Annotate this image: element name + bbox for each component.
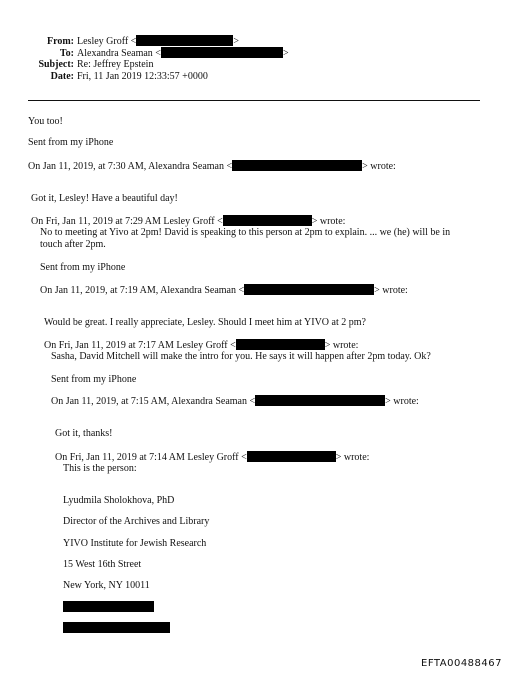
attribution-suffix: > wrote: xyxy=(385,396,419,407)
from-close: > xyxy=(233,36,239,47)
redaction-bar xyxy=(236,339,325,350)
attribution-suffix: > wrote: xyxy=(374,285,408,296)
body-line: You too! xyxy=(28,116,63,127)
date-value: Fri, 11 Jan 2019 12:33:57 +0000 xyxy=(77,71,208,82)
signature-title: Director of the Archives and Library xyxy=(63,516,210,527)
redaction-bar xyxy=(63,622,170,633)
document-id: EFTA00488467 xyxy=(421,658,502,669)
body-line: Would be great. I really appreciate, Lesley. Should I meet him at YIVO at 2 pm? xyxy=(44,317,366,328)
from-label: From: xyxy=(46,36,74,47)
to-label: To: xyxy=(59,48,74,59)
redaction-bar xyxy=(136,35,233,46)
subject-label: Subject: xyxy=(38,59,74,70)
date-label: Date: xyxy=(50,71,74,82)
signature-street: 15 West 16th Street xyxy=(63,559,142,570)
quote-attribution xyxy=(28,160,396,173)
body-paragraph: No to meeting at Yivo at 2pm! David is speaking to this person at 2pm to explain. ... we (he) will be in touch after 2pm. xyxy=(40,227,451,250)
to-value: Alexandra Seaman < xyxy=(77,48,161,59)
attribution-text: On Jan 11, 2019, at 7:19 AM, Alexandra Seaman < xyxy=(40,285,245,296)
attribution-suffix: > wrote: xyxy=(362,161,396,172)
attribution-text: On Fri, Jan 11, 2019 at 7:29 AM Lesley Groff < xyxy=(31,216,223,227)
signature-name: Lyudmila Sholokhova, PhD xyxy=(63,495,175,506)
redaction-bar xyxy=(223,215,312,226)
signature-org: YIVO Institute for Jewish Research xyxy=(63,538,207,549)
attribution-suffix: > wrote: xyxy=(311,216,346,227)
redaction-bar xyxy=(247,451,336,462)
from-value: Lesley Groff < xyxy=(77,36,137,47)
header-divider xyxy=(28,100,480,101)
attribution-text: On Jan 11, 2019, at 7:15 AM, Alexandra Seaman < xyxy=(51,396,256,407)
body-line: Sent from my iPhone xyxy=(51,374,137,385)
attribution-text: On Fri, Jan 11, 2019 at 7:17 AM Lesley Groff < xyxy=(44,340,236,351)
redaction-bar xyxy=(63,601,154,612)
redaction-bar xyxy=(255,395,385,406)
body-line: This is the person: xyxy=(63,463,137,474)
body-line: Got it, Lesley! Have a beautiful day! xyxy=(31,193,178,204)
header-date-row xyxy=(0,71,208,83)
quote-attribution xyxy=(51,395,419,408)
redaction-bar xyxy=(244,284,374,295)
attribution-suffix: > wrote: xyxy=(324,340,359,351)
attribution-suffix: > wrote: xyxy=(335,452,370,463)
to-close: > xyxy=(282,48,289,59)
header-subject-row xyxy=(0,59,153,71)
attribution-text: On Jan 11, 2019, at 7:30 AM, Alexandra Seaman < xyxy=(28,161,233,172)
body-line: Sent from my iPhone xyxy=(28,137,114,148)
quote-attribution xyxy=(40,284,408,297)
signature-city: New York, NY 10011 xyxy=(63,580,150,591)
body-line: Sasha, David Mitchell will make the intro for you. He says it will happen after 2pm today. Ok? xyxy=(51,351,431,362)
body-line: Sent from my iPhone xyxy=(40,262,126,273)
subject-value: Re: Jeffrey Epstein xyxy=(77,59,154,70)
redaction-bar xyxy=(232,160,362,171)
body-line: Got it, thanks! xyxy=(55,428,113,439)
attribution-text: On Fri, Jan 11, 2019 at 7:14 AM Lesley Groff < xyxy=(55,452,247,463)
redaction-bar xyxy=(161,47,283,58)
